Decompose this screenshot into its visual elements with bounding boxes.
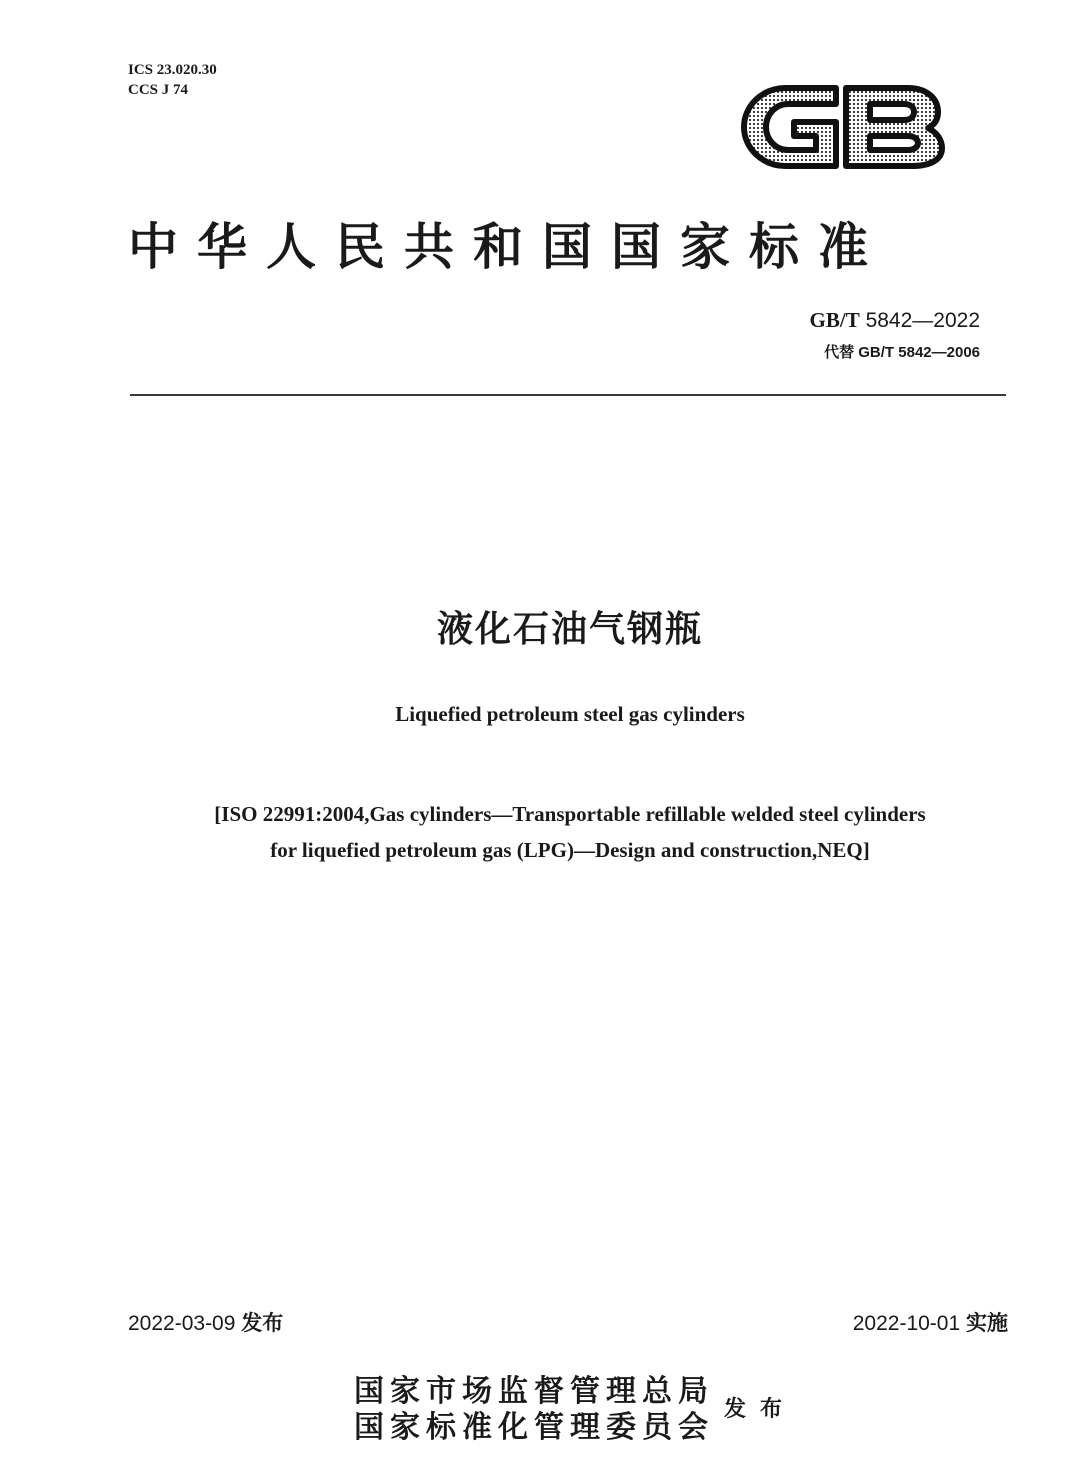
implement-date: [853, 1308, 1008, 1339]
document-title-en: Liquefied petroleum steel gas cylinders: [395, 702, 745, 726]
publish-date-label: 发布: [241, 1311, 284, 1335]
classification-codes: [128, 60, 217, 100]
issuer-samr: 国家市场监督管理总局: [354, 1374, 714, 1409]
standard-number-value: 5842—2022: [865, 309, 980, 332]
ics-code: ICS 23.020.30: [128, 62, 217, 78]
equivalence-line-1: [ISO 22991:2004,Gas cylinders—Transportable refillable welded steel cylinders: [214, 802, 926, 826]
equivalence-statement: [0, 796, 1080, 868]
issued-label: 发布: [724, 1396, 797, 1422]
standard-number: [810, 306, 980, 335]
publish-date-value: 2022-03-09: [128, 1312, 236, 1335]
header-divider: [130, 394, 1006, 396]
issuer-sac: 国家标准化管理委员会: [354, 1410, 714, 1445]
implement-date-label: 实施: [966, 1311, 1008, 1335]
document-title-cn: 液化石油气钢瓶: [436, 609, 703, 650]
publish-date: [128, 1308, 283, 1339]
implement-date-value: 2022-10-01: [852, 1312, 961, 1335]
gb-logo-icon: [736, 74, 948, 180]
issuing-authorities: [354, 1374, 714, 1446]
replaces-standard: 代替 GB/T 5842—2006: [824, 344, 980, 361]
national-standard-title: 中华人民共和国国家标准: [128, 217, 887, 276]
standard-number-prefix: GB/T: [809, 308, 860, 332]
ccs-code: CCS J 74: [128, 82, 189, 98]
equivalence-line-2: for liquefied petroleum gas (LPG)—Design and construction,NEQ]: [270, 838, 870, 862]
